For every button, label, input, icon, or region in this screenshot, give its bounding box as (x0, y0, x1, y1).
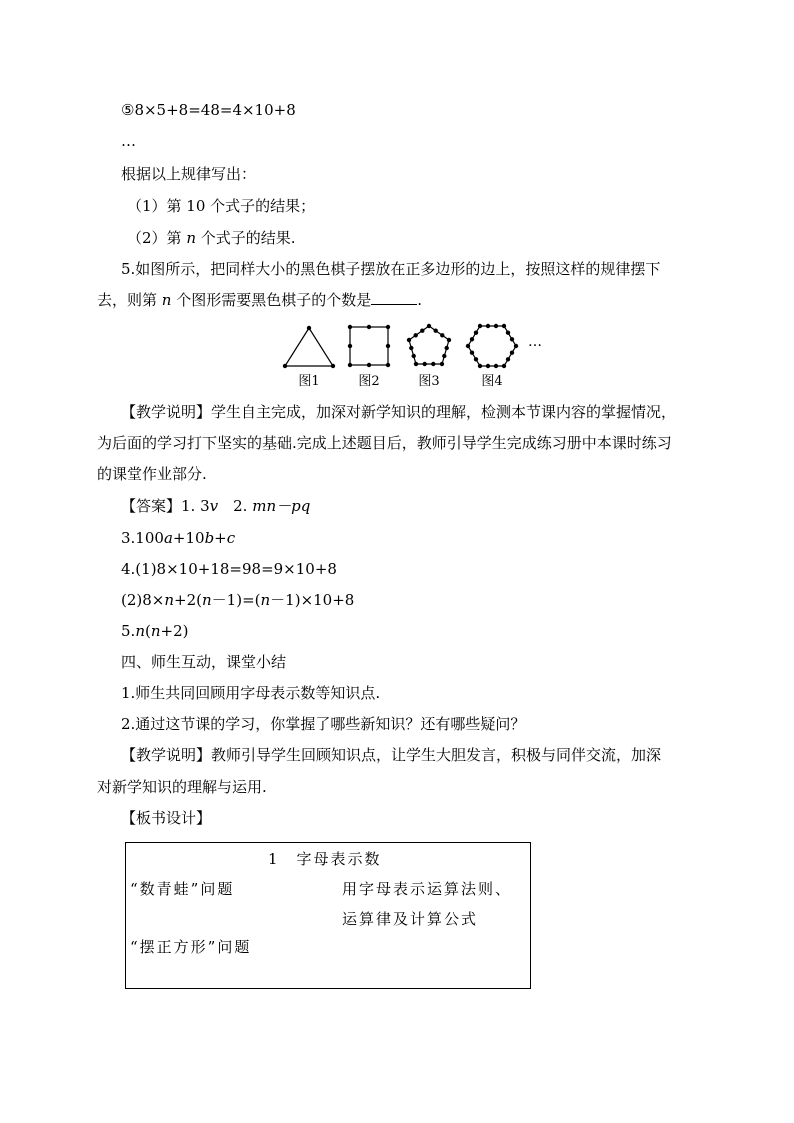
answer-4-2: (2)8×n+2(n－1)=(n－1)×10+8 (121, 591, 355, 609)
figure-1-triangle (283, 326, 335, 368)
answer-1-2: 【答案】1. 3v 2. mn－pq (121, 497, 311, 515)
ellipsis-line: … (121, 132, 136, 150)
polygon-figures (280, 322, 560, 392)
answer-3: 3.100a+10b+c (121, 529, 236, 547)
board-left-item-2: “摆正方形”问题 (130, 938, 252, 956)
question-2: （2）第 n 个式子的结果. (127, 229, 296, 247)
answer-5: 5.n(n+2) (121, 622, 189, 640)
answer-blank (371, 290, 417, 305)
figure-label-1: 图1 (298, 374, 320, 389)
figure-label-4: 图4 (481, 374, 503, 389)
board-design-heading: 【板书设计】 (121, 809, 212, 827)
board-right-item-1: 用字母表示运算法则、 (342, 880, 513, 898)
section-4-item-2: 2.通过这节课的学习，你掌握了哪些新知识？还有哪些疑问？ (121, 715, 526, 733)
board-right-item-2: 运算律及计算公式 (342, 910, 479, 928)
teaching-note-2-line-2: 对新学知识的理解与运用. (97, 778, 267, 796)
section-4-item-1: 1.师生共同回顾用字母表示数等知识点. (121, 684, 381, 702)
board-left-item-1: “数青蛙”问题 (130, 880, 235, 898)
equation-5: ⑤8×5+8=48=4×10+8 (121, 101, 296, 119)
figures-ellipsis: … (528, 334, 542, 350)
figure-3-pentagon (407, 324, 451, 366)
teaching-note-2-line-1: 【教学说明】教师引导学生回顾知识点，让学生大胆发言，积极与同伴交流，加深 (121, 746, 662, 764)
figure-4-hexagon (466, 324, 518, 368)
board-title: 1 字母表示数 (268, 850, 382, 868)
figure-label-3: 图3 (418, 374, 440, 389)
instruction: 根据以上规律写出： (121, 165, 257, 183)
figure-label-2: 图2 (358, 374, 380, 389)
teaching-note-1-line-1: 【教学说明】学生自主完成，加深对新学知识的理解，检测本节课内容的掌握情况， (121, 403, 677, 421)
problem-5-line-2: 去，则第 n 个图形需要黑色棋子的个数是 . (97, 291, 423, 309)
problem-5-line-1: 5.如图所示，把同样大小的黑色棋子摆放在正多边形的边上，按照这样的规律摆下 (121, 260, 661, 278)
teaching-note-1-line-3: 的课堂作业部分. (97, 465, 207, 483)
teaching-note-1-line-2: 为后面的学习打下坚实的基础.完成上述题目后，教师引导学生完成练习册中本课时练习 (97, 434, 672, 452)
question-1: （1）第 10 个式子的结果； (127, 197, 316, 215)
figure-2-square (348, 325, 390, 367)
section-4-title: 四、师生互动，课堂小结 (121, 653, 287, 671)
answer-4-1: 4.(1)8×10+18=98=9×10+8 (121, 560, 337, 578)
board-design-box (125, 842, 531, 989)
